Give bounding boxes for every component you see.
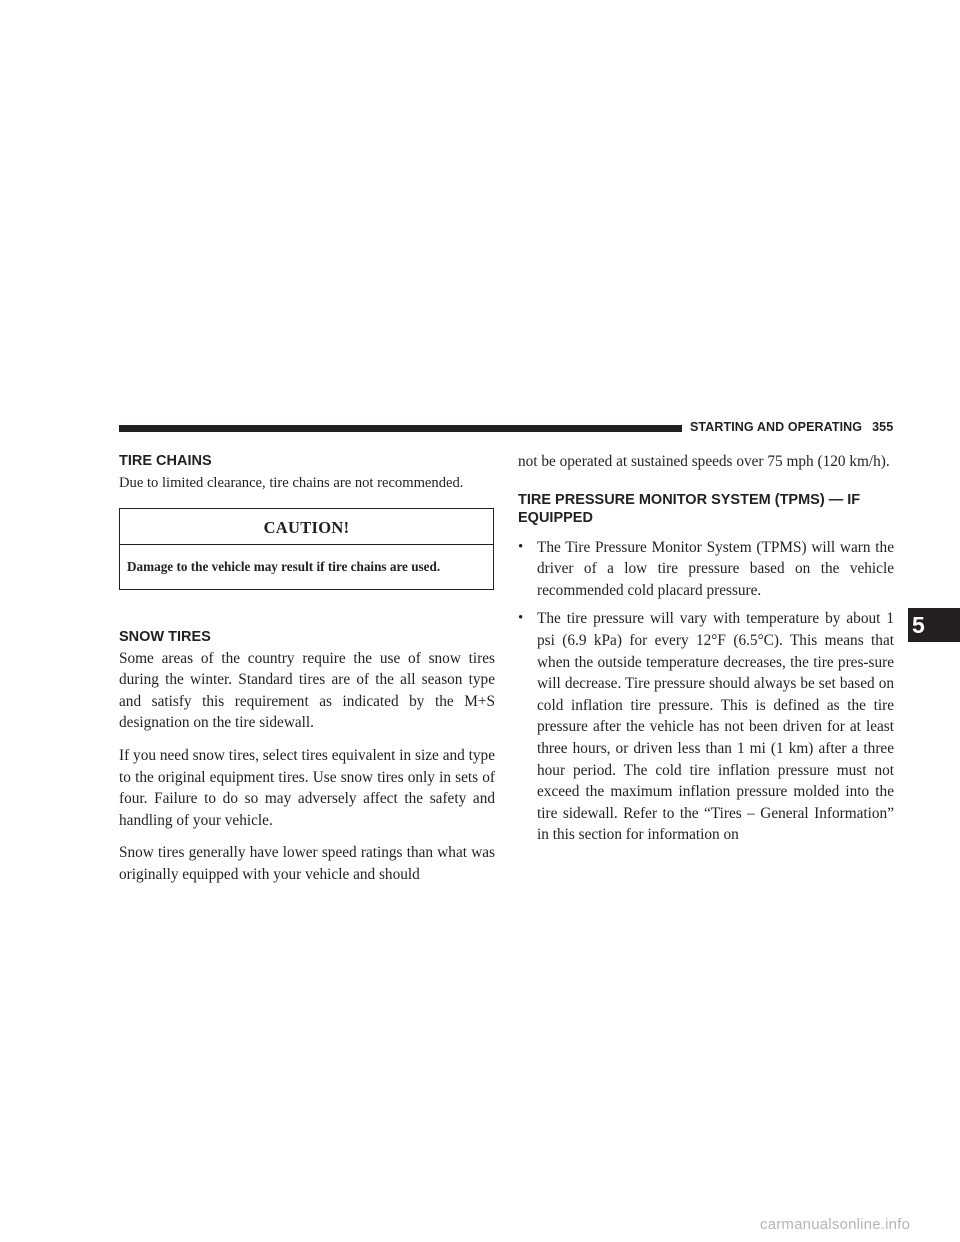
header-section-title: STARTING AND OPERATING [690,420,863,434]
watermark: carmanualsonline.info [760,1216,911,1233]
tpms-bullet-text: The tire pressure will vary with temperature by about 1 psi (6.9 kPa) for every 12°F (6.5°C). This means that when the outside temperature decreases, the tire pres-sure will decrease. Tire pressure should always be set based on cold inflation tire pressure. This is defined as the tire pressure after the vehicle has not been driven for at least three hours, or driven less than 1 mi (1 km) after a three hour period. The cold tire inflation pressure must not exceed the maximum inflation pressure molded into the tire sidewall. Refer to the “Tires – General Information” in this section for information on [537,610,894,844]
page-number: 355 [872,420,894,434]
tpms-bullet-text: The Tire Pressure Monitor System (TPMS) will warn the driver of a low tire pressure based on the vehicle recommended cold placard pressure. [537,538,894,599]
snow-tires-paragraph-3: Snow tires generally have lower speed ratings than what was originally equipped with your vehicle and should [119,844,495,883]
tpms-heading: TIRE PRESSURE MONITOR SYSTEM (TPMS) — IF EQUIPPED [518,491,861,526]
snow-tires-continuation: not be operated at sustained speeds over 75 mph (120 km/h). [518,453,890,470]
snow-tires-heading: SNOW TIRES [119,628,211,645]
section-tab: 5 [908,608,960,642]
tpms-bullet-list [518,537,894,846]
snow-tires-paragraph-1: Some areas of the country require the use of snow tires during the winter. Standard tires are of the all season type and satisfy this requirement as indicated by the M+S designation on the tire sidewall. [119,649,495,732]
snow-tires-paragraph-2: If you need snow tires, select tires equivalent in size and type to the original equipment tires. Use snow tires only in sets of four. Failure to do so may adversely affect the safety and handling of your vehicle. [119,746,495,829]
tire-chains-heading: TIRE CHAINS [119,453,212,469]
right-column [518,452,894,853]
bullet-icon: • [518,610,524,627]
list-item [518,537,894,602]
bullet-icon: • [518,538,524,555]
tire-chains-text: Due to limited clearance, tire chains are not recommended. [119,475,464,491]
caution-body: Damage to the vehicle may result if tire chains are used. [127,558,441,574]
header-rule [119,425,682,432]
caution-box [119,508,494,590]
running-header [690,420,930,434]
caution-title: CAUTION! [120,509,493,545]
left-column [119,452,495,886]
list-item [518,608,894,846]
